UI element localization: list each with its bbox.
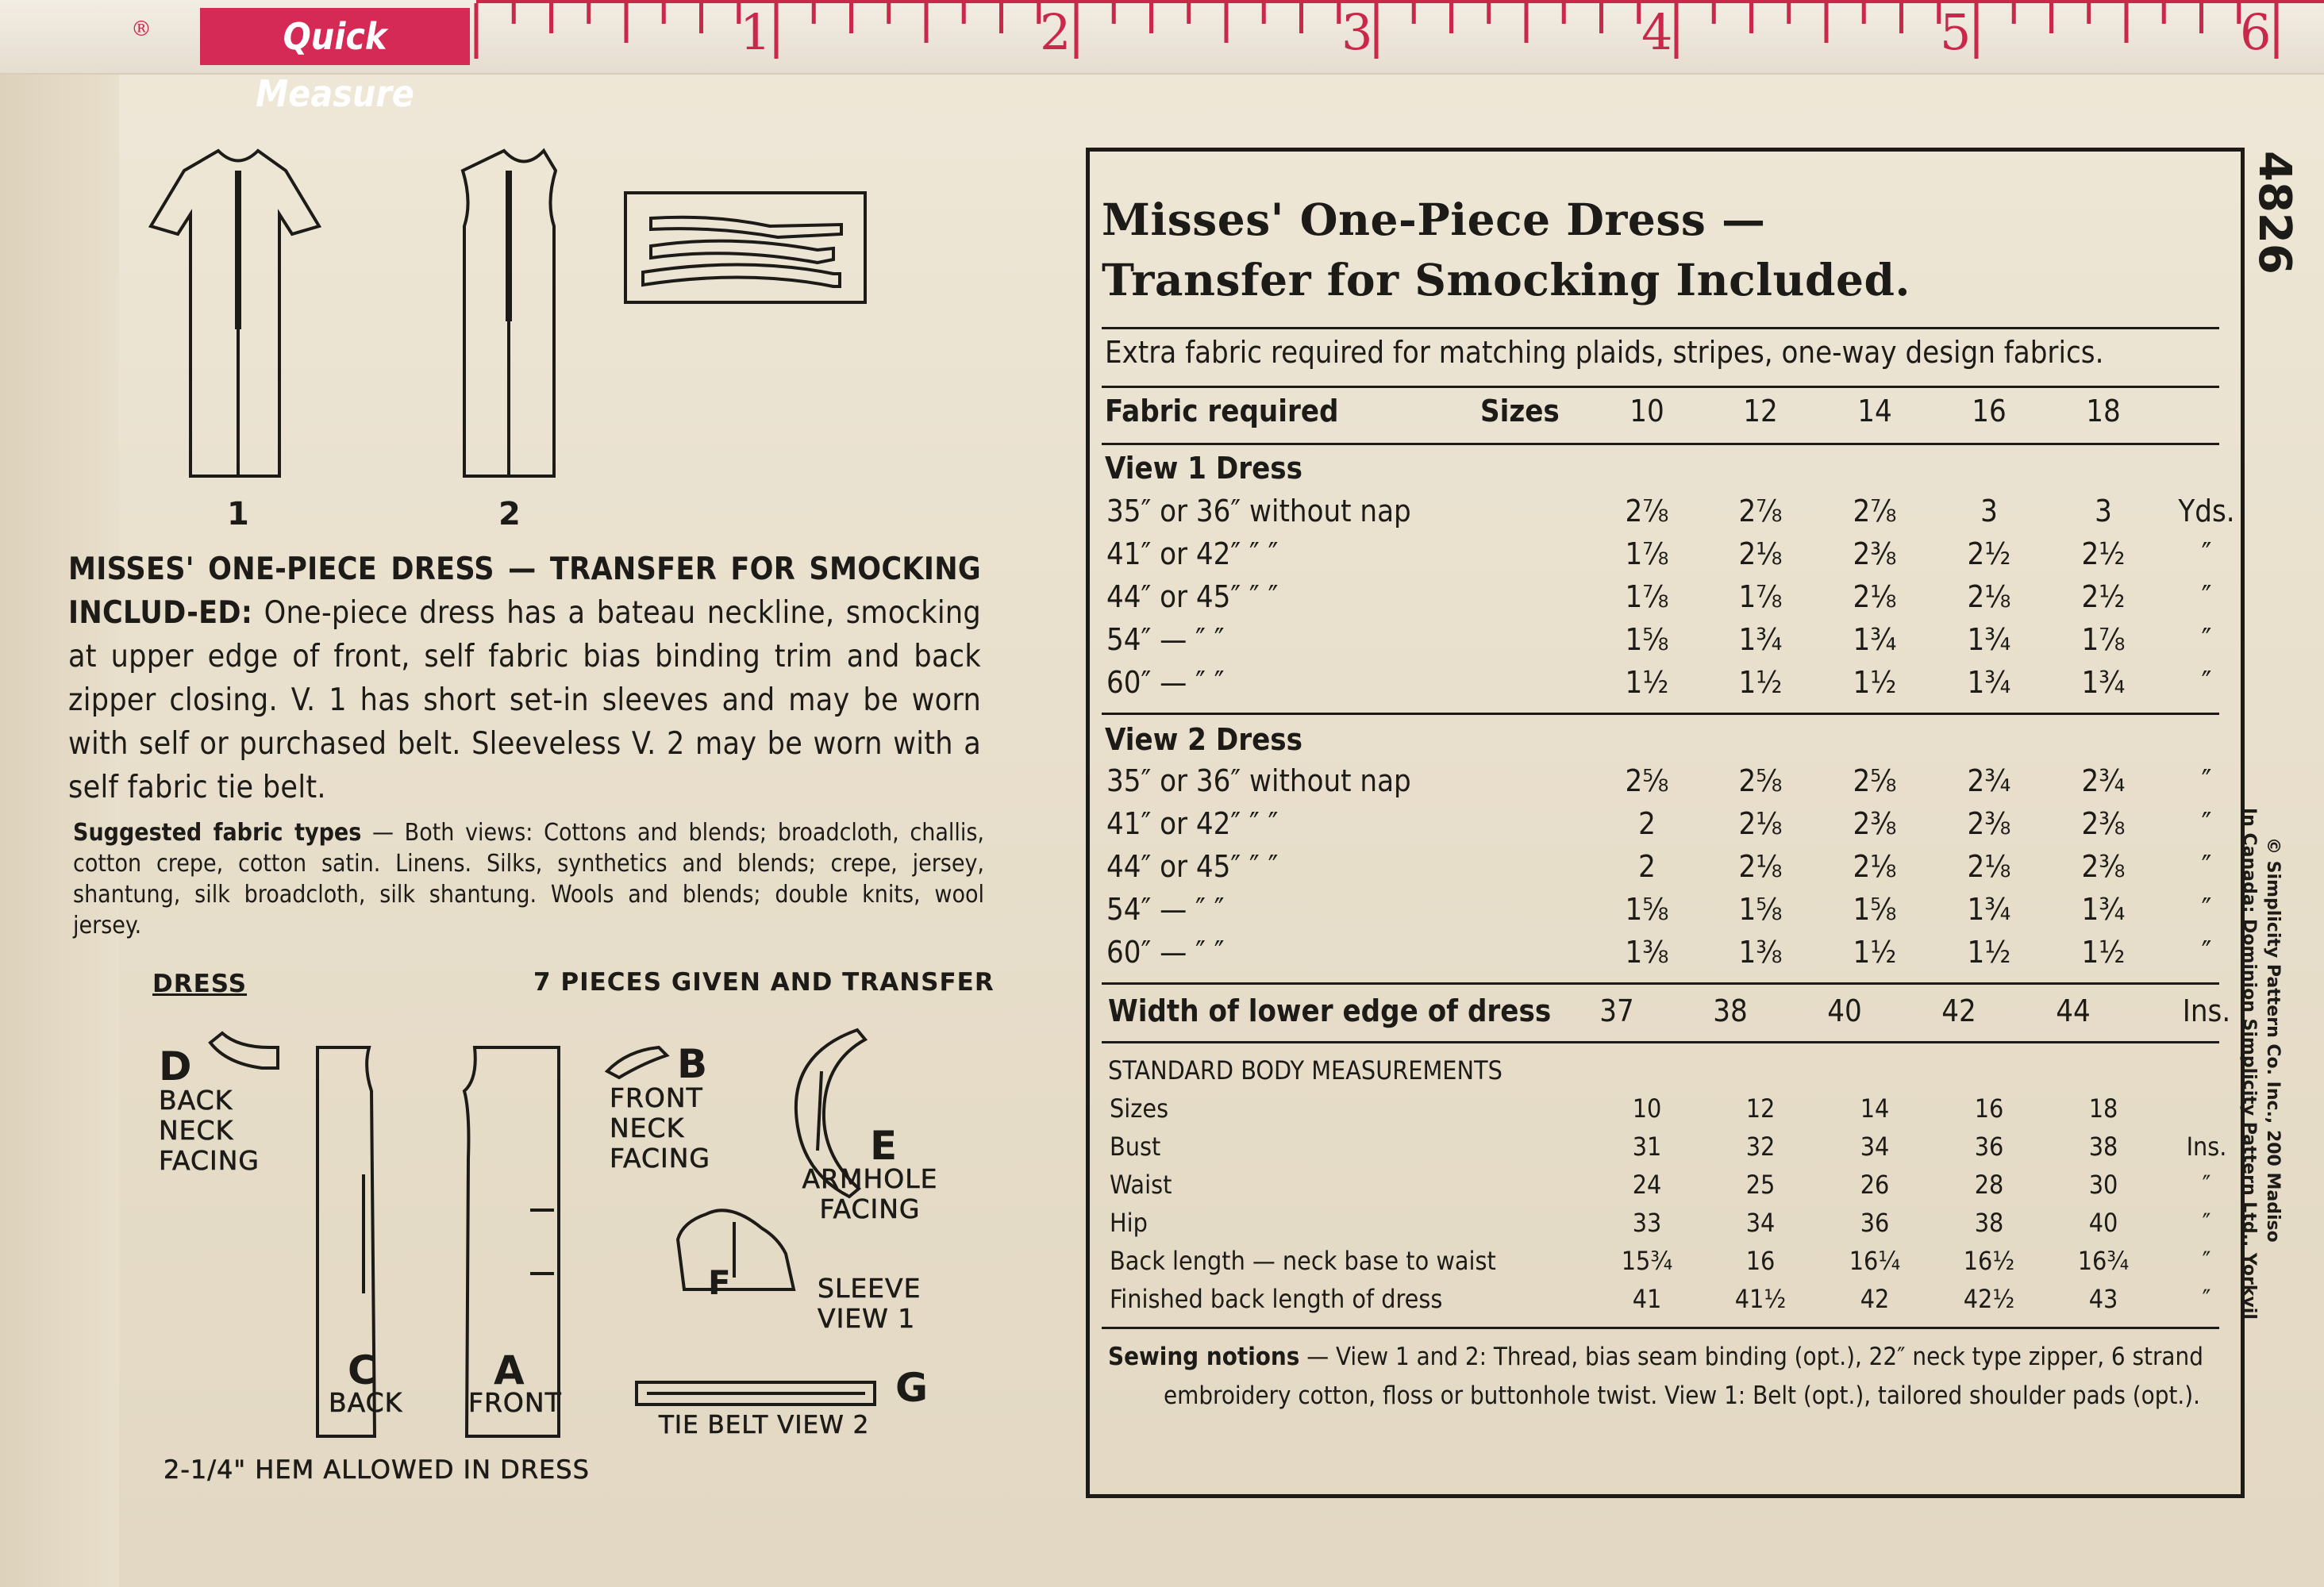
size-value: 1⅜ [1738, 935, 1783, 970]
size-value: 36 [1860, 1208, 1890, 1238]
row-label: 41″ or 42″ ″ ″ [1106, 806, 1279, 841]
unit-label: Ins. [2182, 993, 2231, 1028]
size-value: 32 [1745, 1132, 1776, 1162]
quick-measure-label: Quick Measure [200, 8, 470, 65]
width-value: 44 [2056, 993, 2091, 1028]
size-value: 2⅛ [1738, 806, 1783, 841]
hem-note: 2-1/4" HEM ALLOWED IN DRESS [164, 1454, 590, 1485]
unit-label: Ins. [2186, 1132, 2227, 1162]
size-value: 2 [1638, 806, 1656, 841]
chart-title-line1: Misses' One-Piece Dress — [1102, 194, 1766, 245]
view-1-heading: View 1 Dress [1105, 451, 1303, 486]
copyright-line-1: © Simplicity Pattern Co. Inc., 200 Madiso [2263, 837, 2283, 1243]
size-value: 1¾ [1967, 665, 2011, 700]
size-header: 18 [2086, 394, 2121, 428]
size-value: 1⅝ [1625, 622, 1669, 657]
piece-b-name: FRONT NECK FACING [610, 1082, 710, 1174]
size-value: 2⅝ [1738, 763, 1783, 798]
size-value: 2½ [2081, 536, 2126, 571]
size-value: 41½ [1734, 1284, 1787, 1314]
size-value: 1¾ [1738, 622, 1783, 657]
rule [1102, 327, 2219, 329]
size-value: 10 [1632, 1093, 1662, 1124]
size-value: 2⅜ [1853, 536, 1897, 571]
size-value: 1¾ [1853, 622, 1897, 657]
ruler-number: 1 [740, 3, 771, 61]
row-label: Waist [1110, 1170, 1172, 1200]
rule [1102, 386, 2219, 388]
size-value: 2½ [1967, 536, 2011, 571]
size-value: 3 [1980, 494, 1998, 528]
dress-heading: DRESS [152, 970, 248, 998]
size-value: 34 [1860, 1132, 1890, 1162]
row-label: 41″ or 42″ ″ ″ [1106, 536, 1279, 571]
size-header: 14 [1857, 394, 1892, 428]
piece-b-shape [607, 1047, 667, 1078]
row-label: 44″ or 45″ ″ ″ [1106, 849, 1279, 884]
size-value: 2⅝ [1853, 763, 1897, 798]
description-body: One-piece dress has a bateau neckline, smocking at upper edge of front, self fabric bias binding trim and back zipper closing. V. 1 has short set-in sleeves and may be worn with self or purchased belt. Sleeveless V. 2 may be worn with a self fabric tie belt. [68, 595, 981, 805]
sizes-label: Sizes [1480, 394, 1560, 428]
size-value: 2⅝ [1625, 763, 1669, 798]
row-label: Finished back length of dress [1110, 1284, 1443, 1314]
size-value: 28 [1974, 1170, 2004, 1200]
size-value: 36 [1974, 1132, 2004, 1162]
unit-label: ″ [2201, 892, 2212, 927]
piece-d-letter: D [159, 1043, 192, 1089]
size-value: 14 [1860, 1093, 1890, 1124]
pattern-number: 4826 [2249, 151, 2300, 275]
row-label: Hip [1110, 1208, 1148, 1238]
description-title: MISSES' ONE-PIECE DRESS — TRANSFER FOR SMOCKING INCLUD-ED: [68, 551, 981, 631]
pattern-description [68, 548, 981, 809]
size-value: 1⅜ [1625, 935, 1669, 970]
size-value: 24 [1632, 1170, 1662, 1200]
row-label: Sizes [1110, 1093, 1169, 1124]
size-value: 1¾ [1967, 622, 2011, 657]
unit-label: Yds. [2178, 494, 2235, 528]
row-label: 60″ — ″ ″ [1106, 935, 1225, 970]
size-value: 2½ [2081, 579, 2126, 614]
row-label: Bust [1110, 1132, 1161, 1162]
size-value: 31 [1632, 1132, 1662, 1162]
size-value: 16¾ [2077, 1246, 2130, 1276]
row-label: Back length — neck base to waist [1110, 1246, 1496, 1276]
row-label: 35″ or 36″ without nap [1106, 494, 1411, 528]
size-value: 3 [2095, 494, 2112, 528]
size-value: 40 [2088, 1208, 2118, 1238]
unit-label: ″ [2202, 1170, 2211, 1200]
ruler-number: 4 [1641, 3, 1673, 61]
fabric-types-body: — Both views: Cottons and blends; broadcloth, challis, cotton crepe, cotton satin. Linens. Silks, synthetics and blends; crepe, jersey, shantung, silk broadcloth, silk shantung. Wools and blends; double knits, wool jersey. [73, 819, 985, 940]
row-label: 54″ — ″ ″ [1106, 892, 1225, 927]
unit-label: ″ [2202, 1208, 2211, 1238]
unit-label: ″ [2202, 1284, 2211, 1314]
size-value: 2⅛ [1738, 849, 1783, 884]
size-value: 42½ [1963, 1284, 2015, 1314]
size-value: 2¾ [1967, 763, 2011, 798]
view-2-heading: View 2 Dress [1105, 722, 1303, 757]
size-value: 2⅜ [1967, 806, 2011, 841]
unit-label: ″ [2202, 1246, 2211, 1276]
size-value: 1½ [1853, 935, 1897, 970]
size-value: 2⅜ [2081, 806, 2126, 841]
size-value: 1⅝ [1625, 892, 1669, 927]
piece-g-letter: G [895, 1365, 929, 1411]
row-label: 60″ — ″ ″ [1106, 665, 1225, 700]
rule [1102, 713, 2219, 715]
size-value: 30 [2088, 1170, 2118, 1200]
chart-title-line2: Transfer for Smocking Included. [1102, 254, 1911, 305]
width-value: 38 [1713, 993, 1748, 1028]
unit-label: ″ [2201, 806, 2212, 841]
piece-g-name: TIE BELT VIEW 2 [659, 1411, 870, 1439]
size-value: 41 [1632, 1284, 1662, 1314]
piece-c-name: BACK [329, 1387, 403, 1418]
size-value: 2⅞ [1625, 494, 1669, 528]
size-value: 1⅞ [1625, 536, 1669, 571]
size-value: 1¾ [2081, 892, 2126, 927]
ruler-number: 2 [1040, 3, 1072, 61]
fabric-types-title: Suggested fabric types [73, 819, 362, 847]
size-value: 2⅛ [1967, 849, 2011, 884]
view-sketches [143, 139, 873, 488]
size-value: 2⅜ [1853, 806, 1897, 841]
size-value: 2⅛ [1967, 579, 2011, 614]
size-value: 38 [1974, 1208, 2004, 1238]
rule [1102, 1041, 2219, 1043]
sewing-notions-title: Sewing notions [1108, 1343, 1300, 1371]
unit-label: ″ [2201, 579, 2212, 614]
size-value: 16 [1974, 1093, 2004, 1124]
ruler-number: 6 [2240, 3, 2272, 61]
sewing-notions [1108, 1338, 2276, 1416]
unit-label: ″ [2201, 849, 2212, 884]
size-value: 1⅝ [1853, 892, 1897, 927]
size-value: 1½ [2081, 935, 2126, 970]
width-value: 37 [1599, 993, 1634, 1028]
unit-label: ″ [2201, 665, 2212, 700]
size-value: 1¾ [1967, 892, 2011, 927]
size-value: 16½ [1963, 1246, 2015, 1276]
extra-fabric-note: Extra fabric required for matching plaids, stripes, one-way design fabrics. [1105, 335, 2104, 370]
size-header: 12 [1743, 394, 1778, 428]
size-value: 1⅝ [1738, 892, 1783, 927]
size-value: 26 [1860, 1170, 1890, 1200]
suggested-fabrics [73, 817, 984, 941]
width-value: 42 [1941, 993, 1976, 1028]
size-value: 2⅞ [1738, 494, 1783, 528]
unit-label: ″ [2201, 536, 2212, 571]
ruler-number: 3 [1341, 3, 1373, 61]
size-value: 34 [1745, 1208, 1776, 1238]
copyright-line-2: In Canada: Dominion Simplicity Pattern Ltd., Yorkvil [2239, 808, 2259, 1320]
size-value: 2⅛ [1738, 536, 1783, 571]
row-label: 44″ or 45″ ″ ″ [1106, 579, 1279, 614]
size-value: 16 [1745, 1246, 1776, 1276]
rule [1102, 443, 2219, 445]
size-header: 10 [1629, 394, 1664, 428]
size-value: 1¾ [2081, 665, 2126, 700]
size-value: 2⅛ [1853, 849, 1897, 884]
piece-f-letter: F [708, 1263, 731, 1302]
piece-b-letter: B [677, 1041, 708, 1087]
size-value: 2⅜ [2081, 849, 2126, 884]
piece-a-letter: A [494, 1347, 525, 1393]
size-value: 16¼ [1849, 1246, 1901, 1276]
pieces-given: 7 PIECES GIVEN AND TRANSFER [533, 968, 995, 997]
size-value: 43 [2088, 1284, 2118, 1314]
view-number: 1 [227, 496, 249, 532]
piece-e-letter: E [870, 1123, 898, 1169]
piece-d-name: BACK NECK FACING [159, 1085, 260, 1176]
size-value: 1⅞ [1625, 579, 1669, 614]
unit-label: ″ [2201, 935, 2212, 970]
registered-mark: ® [131, 17, 152, 41]
size-value: 42 [1860, 1284, 1890, 1314]
size-value: 12 [1745, 1093, 1776, 1124]
unit-label: ″ [2201, 763, 2212, 798]
size-value: 1½ [1967, 935, 2011, 970]
width-value: 40 [1827, 993, 1862, 1028]
size-value: 1⅞ [2081, 622, 2126, 657]
piece-a-name: FRONT [468, 1387, 562, 1418]
fabric-required-label: Fabric required [1105, 394, 1339, 428]
size-value: 38 [2088, 1132, 2118, 1162]
size-value: 1⅞ [1738, 579, 1783, 614]
row-label: 54″ — ″ ″ [1106, 622, 1225, 657]
size-value: 2⅛ [1853, 579, 1897, 614]
size-value: 1½ [1625, 665, 1669, 700]
rule [1102, 982, 2219, 985]
size-value: 18 [2088, 1093, 2118, 1124]
size-value: 25 [1745, 1170, 1776, 1200]
size-header: 16 [1972, 394, 2007, 428]
size-value: 15¾ [1621, 1246, 1673, 1276]
rule [1102, 1327, 2219, 1329]
size-value: 2⅞ [1853, 494, 1897, 528]
piece-f-name: SLEEVE VIEW 1 [818, 1273, 922, 1334]
body-measurements-heading: STANDARD BODY MEASUREMENTS [1108, 1055, 1503, 1086]
unit-label: ″ [2201, 622, 2212, 657]
size-value: 2 [1638, 849, 1656, 884]
piece-e-name: ARMHOLE FACING [802, 1163, 938, 1224]
sewing-notions-body: — View 1 and 2: Thread, bias seam binding (opt.), 22″ neck type zipper, 6 strand embroidery cotton, floss or buttonhole twist. View 1: Belt (opt.), tailored shoulder pads (opt.). [1164, 1343, 2203, 1410]
size-value: 1½ [1738, 665, 1783, 700]
piece-c-letter: C [348, 1347, 377, 1393]
width-lower-edge-label: Width of lower edge of dress [1108, 993, 1552, 1028]
size-value: 1½ [1853, 665, 1897, 700]
piece-d-shape [210, 1033, 278, 1068]
row-label: 35″ or 36″ without nap [1106, 763, 1411, 798]
ruler-number: 5 [1940, 3, 1972, 61]
size-value: 33 [1632, 1208, 1662, 1238]
view-number: 2 [498, 496, 521, 532]
size-value: 2¾ [2081, 763, 2126, 798]
